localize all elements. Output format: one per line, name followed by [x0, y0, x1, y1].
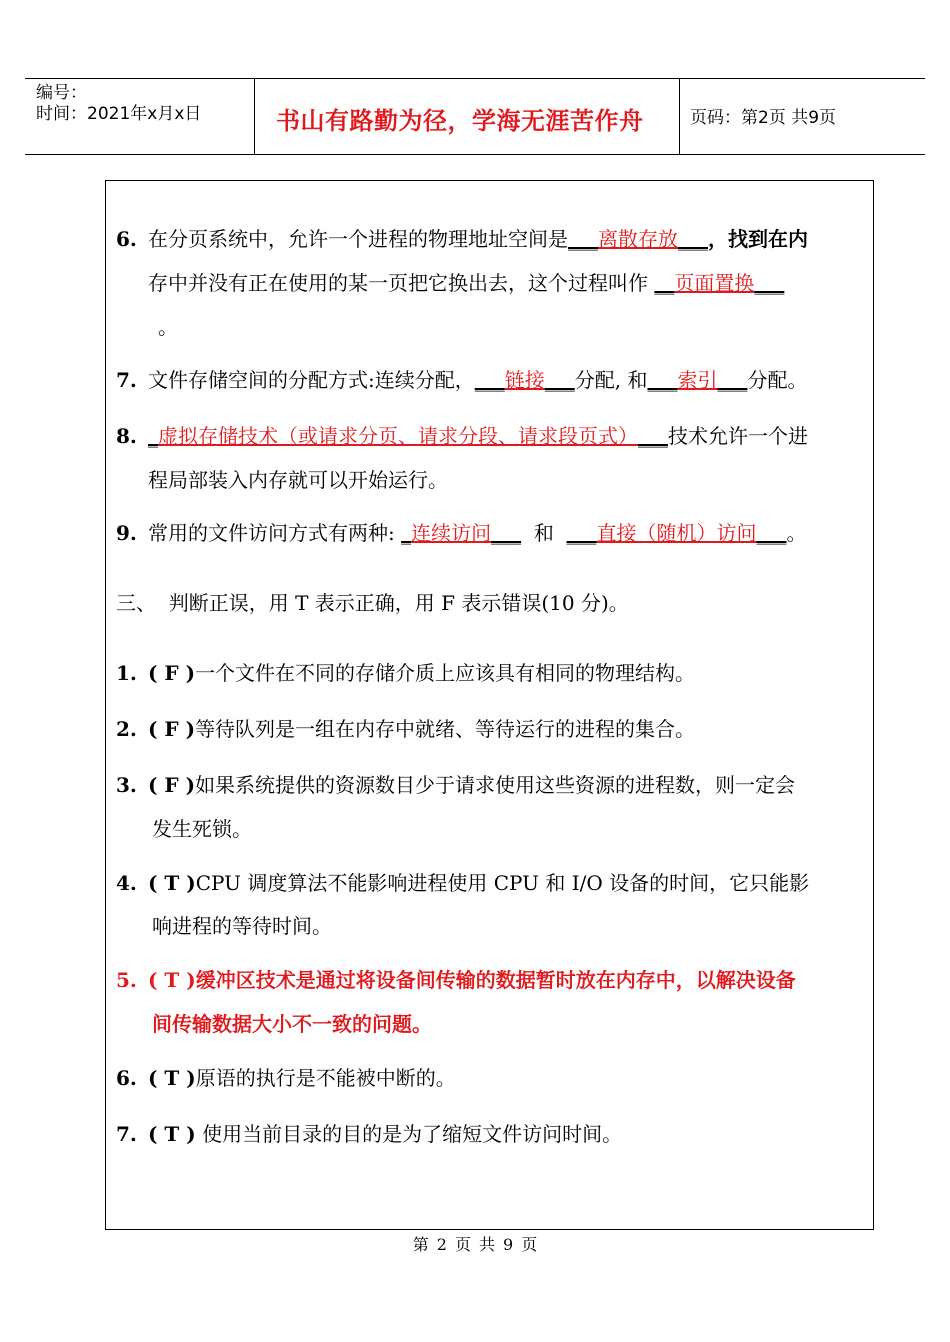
- question-text: 文件存储空间的分配方式:连续分配，: [148, 368, 475, 392]
- judgement-item: [116, 718, 861, 740]
- question-text: 技术允许一个进: [668, 424, 808, 448]
- question-number: 6.: [116, 227, 137, 251]
- header-bottom-rule: [25, 154, 925, 155]
- item-text: 一个文件在不同的存储介质上应该具有相同的物理结构。: [195, 661, 696, 685]
- judgement-item-cont: 发生死锁。: [152, 817, 252, 841]
- blank: ___: [717, 368, 748, 392]
- fill-question-6: [116, 228, 861, 250]
- section-number: 三、: [116, 591, 156, 615]
- question-text: ，找到在内: [708, 227, 808, 251]
- judgement-item: [116, 774, 861, 796]
- item-number: 4.: [116, 871, 137, 895]
- section-3-heading: [116, 592, 861, 614]
- item-number: 6.: [116, 1066, 137, 1090]
- item-mark: ( F ): [148, 661, 196, 685]
- blank: ___: [756, 521, 787, 545]
- question-text: 在分页系统中，允许一个进程的物理地址空间是: [148, 227, 568, 251]
- judgement-item-cont: 响进程的等待时间。: [152, 914, 332, 938]
- answer: 离散存放: [598, 227, 678, 251]
- footer-page-number: 2: [436, 1235, 447, 1254]
- blank: __: [654, 271, 675, 295]
- blank: ___: [544, 368, 575, 392]
- blank: _: [401, 521, 412, 545]
- blank: ___: [678, 227, 708, 251]
- item-mark: ( F ): [148, 717, 196, 741]
- blank: _: [148, 424, 158, 448]
- fill-question-8-cont: 程局部装入内存就可以开始运行。: [148, 468, 448, 492]
- item-text: 缓冲区技术是通过将设备间传输的数据暂时放在内存中，以解决设备: [195, 968, 796, 992]
- judgement-item: [116, 662, 861, 684]
- question-number: 7.: [116, 368, 137, 392]
- question-6-period: 。: [158, 315, 178, 339]
- answer: 链接: [504, 368, 545, 392]
- footer-di: 第: [412, 1235, 429, 1254]
- item-text: 使用当前目录的目的是为了缩短文件访问时间。: [202, 1122, 623, 1146]
- question-text: 。: [786, 521, 807, 545]
- question-text: 分配, 和: [574, 368, 648, 392]
- judgement-item: [116, 872, 861, 894]
- item-text: 原语的执行是不能被中断的。: [195, 1066, 456, 1090]
- item-mark: ( T ): [148, 1066, 196, 1090]
- header-divider-2: [679, 78, 680, 154]
- question-text: 常用的文件访问方式有两种:: [148, 521, 395, 545]
- blank: ___: [474, 368, 505, 392]
- answer: 虚拟存储技术（或请求分页、请求分段、请求段页式）: [158, 424, 638, 448]
- question-number: 8.: [116, 424, 137, 448]
- blank: ___: [754, 271, 785, 295]
- item-mark: ( T ): [148, 871, 196, 895]
- item-number: 1.: [116, 661, 137, 685]
- item-mark: ( T ): [148, 968, 196, 992]
- blank: ___: [491, 521, 522, 545]
- blank: ___: [647, 368, 678, 392]
- judgement-item-cont: 间传输数据大小不一致的问题。: [152, 1012, 432, 1036]
- question-text: 分配。: [747, 368, 808, 392]
- blank: ___: [638, 424, 668, 448]
- answer: 索引: [677, 368, 718, 392]
- question-number: 9.: [116, 521, 137, 545]
- blank: ___: [568, 227, 598, 251]
- item-number: 2.: [116, 717, 137, 741]
- page-info: 页码：第2页 共9页: [690, 108, 837, 128]
- answer: 连续访问: [411, 521, 492, 545]
- question-text: 存中并没有正在使用的某一页把它换出去，这个过程叫作: [148, 271, 648, 295]
- item-mark: ( T ): [148, 1122, 196, 1146]
- blank: ___: [566, 521, 597, 545]
- footer-ye2: 页: [521, 1235, 538, 1254]
- fill-question-8: [116, 425, 861, 447]
- motto: 书山有路勤为径，学海无涯苦作舟: [276, 107, 644, 135]
- item-mark: ( F ): [148, 773, 196, 797]
- answer: 页面置换: [674, 271, 755, 295]
- section-title: 判断正误，用 T 表示正确，用 F 表示错误(10 分)。: [168, 591, 629, 615]
- fill-question-7: [116, 369, 861, 391]
- item-number: 3.: [116, 773, 137, 797]
- judgement-item: [116, 1123, 861, 1145]
- header-top-rule: [25, 78, 925, 79]
- footer-ye: 页: [454, 1235, 471, 1254]
- judgement-item: [116, 1067, 861, 1089]
- footer-gong: 共: [479, 1235, 496, 1254]
- item-number: 5.: [116, 968, 137, 992]
- code-label: 编号：: [36, 83, 87, 103]
- header-divider-1: [254, 78, 255, 154]
- page-footer: [0, 1232, 950, 1255]
- question-text: 和: [533, 521, 554, 545]
- answer: 直接（随机）访问: [596, 521, 757, 545]
- time-label: 时间：2021年x月x日: [36, 104, 202, 124]
- footer-total: 9: [503, 1235, 514, 1254]
- item-number: 7.: [116, 1122, 137, 1146]
- item-text: 如果系统提供的资源数目少于请求使用这些资源的进程数，则一定会: [195, 773, 796, 797]
- item-text: CPU 调度算法不能影响进程使用 CPU 和 I/O 设备的时间，它只能影: [195, 871, 810, 895]
- item-text: 等待队列是一组在内存中就绪、等待运行的进程的集合。: [195, 717, 696, 741]
- fill-question-6-cont: [148, 272, 784, 294]
- judgement-item-highlighted: [116, 969, 861, 991]
- fill-question-9: [116, 522, 861, 544]
